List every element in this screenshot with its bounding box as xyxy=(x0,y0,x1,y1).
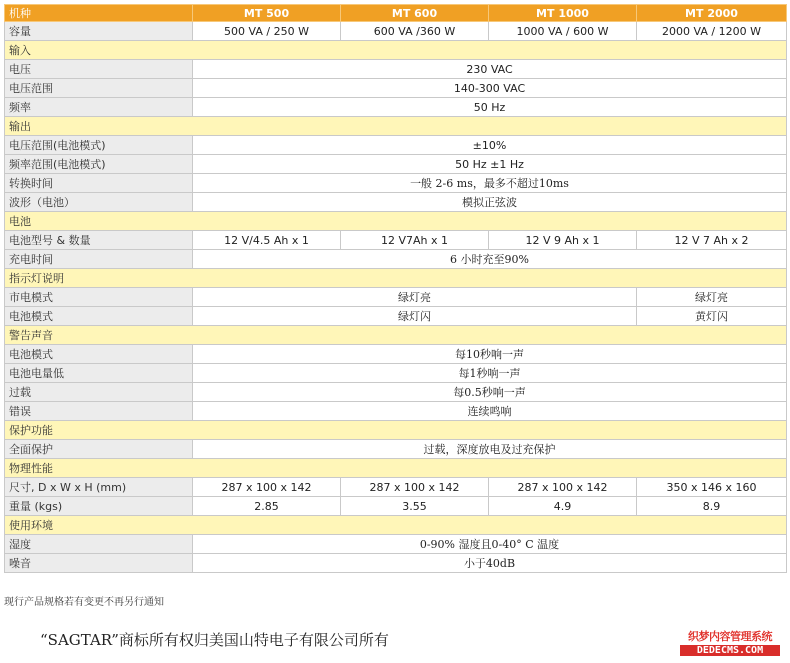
spec-table xyxy=(4,4,787,573)
transfer-time-label: 转换时间 xyxy=(5,174,193,193)
table-row xyxy=(5,535,787,554)
table-row xyxy=(5,193,787,212)
trademark-notice: “SAGTAR”商标所有权归美国山特电子有限公司所有 xyxy=(40,631,389,649)
model-mt1000: MT 1000 xyxy=(489,5,637,22)
full-protection-value: 过载，深度放电及过充保护 xyxy=(193,440,787,459)
section-title: 指示灯说明 xyxy=(5,269,787,288)
waveform-value: 模拟正弦波 xyxy=(193,193,787,212)
table-row xyxy=(5,155,787,174)
weight-label: 重量 (kgs) xyxy=(5,497,193,516)
section-title: 保护功能 xyxy=(5,421,787,440)
capacity-value: 2000 VA / 1200 W xyxy=(637,22,787,41)
alarm-battery-mode-label: 电池模式 xyxy=(5,345,193,364)
dimensions-value: 350 x 146 x 160 xyxy=(637,478,787,497)
transfer-time-value: 一般 2-6 ms，最多不超过10ms xyxy=(193,174,787,193)
output-vrange-value: ±10% xyxy=(193,136,787,155)
capacity-label: 容量 xyxy=(5,22,193,41)
voltage-range-value: 140-300 VAC xyxy=(193,79,787,98)
voltage-value: 230 VAC xyxy=(193,60,787,79)
dimensions-value: 287 x 100 x 142 xyxy=(193,478,341,497)
table-row xyxy=(5,478,787,497)
section-title: 使用环境 xyxy=(5,516,787,535)
capacity-value: 1000 VA / 600 W xyxy=(489,22,637,41)
weight-value: 8.9 xyxy=(637,497,787,516)
table-row xyxy=(5,174,787,193)
table-row xyxy=(5,79,787,98)
waveform-label: 波形（电池） xyxy=(5,193,193,212)
dimensions-value: 287 x 100 x 142 xyxy=(341,478,489,497)
table-row xyxy=(5,288,787,307)
section-physical xyxy=(5,459,787,478)
battery-type-value: 12 V 9 Ah x 1 xyxy=(489,231,637,250)
output-frange-label: 频率范围(电池模式) xyxy=(5,155,193,174)
battery-mode-label: 电池模式 xyxy=(5,307,193,326)
output-vrange-label: 电压范围(电池模式) xyxy=(5,136,193,155)
charge-time-value: 6 小时充至90% xyxy=(193,250,787,269)
humidity-value: 0-90% 湿度且0-40° C 温度 xyxy=(193,535,787,554)
frequency-label: 频率 xyxy=(5,98,193,117)
footnote: 现行产品规格若有变更不再另行通知 xyxy=(4,597,164,608)
alarm-low-battery-value: 每1秒响一声 xyxy=(193,364,787,383)
table-row xyxy=(5,383,787,402)
section-title: 输入 xyxy=(5,41,787,60)
alarm-low-battery-label: 电池电量低 xyxy=(5,364,193,383)
alarm-overload-value: 每0.5秒响一声 xyxy=(193,383,787,402)
header-row xyxy=(5,5,787,22)
noise-label: 噪音 xyxy=(5,554,193,573)
section-protection xyxy=(5,421,787,440)
table-row xyxy=(5,136,787,155)
frequency-value: 50 Hz xyxy=(193,98,787,117)
table-row xyxy=(5,440,787,459)
section-indicator xyxy=(5,269,787,288)
model-mt500: MT 500 xyxy=(193,5,341,22)
table-row xyxy=(5,402,787,421)
table-row xyxy=(5,554,787,573)
model-label: 机种 xyxy=(5,5,193,22)
battery-type-label: 电池型号 & 数量 xyxy=(5,231,193,250)
table-row xyxy=(5,497,787,516)
battery-mode-value-2000: 黄灯闪 xyxy=(637,307,787,326)
section-battery xyxy=(5,212,787,231)
dimensions-label: 尺寸, D x W x H (mm) xyxy=(5,478,193,497)
battery-type-value: 12 V7Ah x 1 xyxy=(341,231,489,250)
weight-value: 3.55 xyxy=(341,497,489,516)
humidity-label: 湿度 xyxy=(5,535,193,554)
model-mt2000: MT 2000 xyxy=(637,5,787,22)
section-environment xyxy=(5,516,787,535)
battery-type-value: 12 V/4.5 Ah x 1 xyxy=(193,231,341,250)
table-row xyxy=(5,98,787,117)
table-row xyxy=(5,364,787,383)
dimensions-value: 287 x 100 x 142 xyxy=(489,478,637,497)
capacity-value: 500 VA / 250 W xyxy=(193,22,341,41)
charge-time-label: 充电时间 xyxy=(5,250,193,269)
full-protection-label: 全面保护 xyxy=(5,440,193,459)
section-output xyxy=(5,117,787,136)
noise-value: 小于40dB xyxy=(193,554,787,573)
output-frange-value: 50 Hz ±1 Hz xyxy=(193,155,787,174)
section-input xyxy=(5,41,787,60)
alarm-overload-label: 过载 xyxy=(5,383,193,402)
weight-value: 4.9 xyxy=(489,497,637,516)
section-alarm xyxy=(5,326,787,345)
mains-mode-value-2000: 绿灯亮 xyxy=(637,288,787,307)
mains-mode-value: 绿灯亮 xyxy=(193,288,637,307)
battery-mode-value: 绿灯闪 xyxy=(193,307,637,326)
weight-value: 2.85 xyxy=(193,497,341,516)
alarm-fault-label: 错误 xyxy=(5,402,193,421)
capacity-value: 600 VA /360 W xyxy=(341,22,489,41)
table-row xyxy=(5,60,787,79)
voltage-label: 电压 xyxy=(5,60,193,79)
table-row xyxy=(5,345,787,364)
battery-type-value: 12 V 7 Ah x 2 xyxy=(637,231,787,250)
section-title: 输出 xyxy=(5,117,787,136)
watermark-line2: DEDECMS.COM xyxy=(680,645,780,656)
section-title: 物理性能 xyxy=(5,459,787,478)
table-row xyxy=(5,250,787,269)
table-row xyxy=(5,231,787,250)
alarm-fault-value: 连续鸣响 xyxy=(193,402,787,421)
section-title: 电池 xyxy=(5,212,787,231)
table-row xyxy=(5,307,787,326)
watermark-logo xyxy=(680,628,780,656)
capacity-row xyxy=(5,22,787,41)
model-mt600: MT 600 xyxy=(341,5,489,22)
voltage-range-label: 电压范围 xyxy=(5,79,193,98)
section-title: 警告声音 xyxy=(5,326,787,345)
alarm-battery-mode-value: 每10秒响一声 xyxy=(193,345,787,364)
watermark-line1: 织梦内容管理系统 xyxy=(688,630,772,643)
mains-mode-label: 市电模式 xyxy=(5,288,193,307)
